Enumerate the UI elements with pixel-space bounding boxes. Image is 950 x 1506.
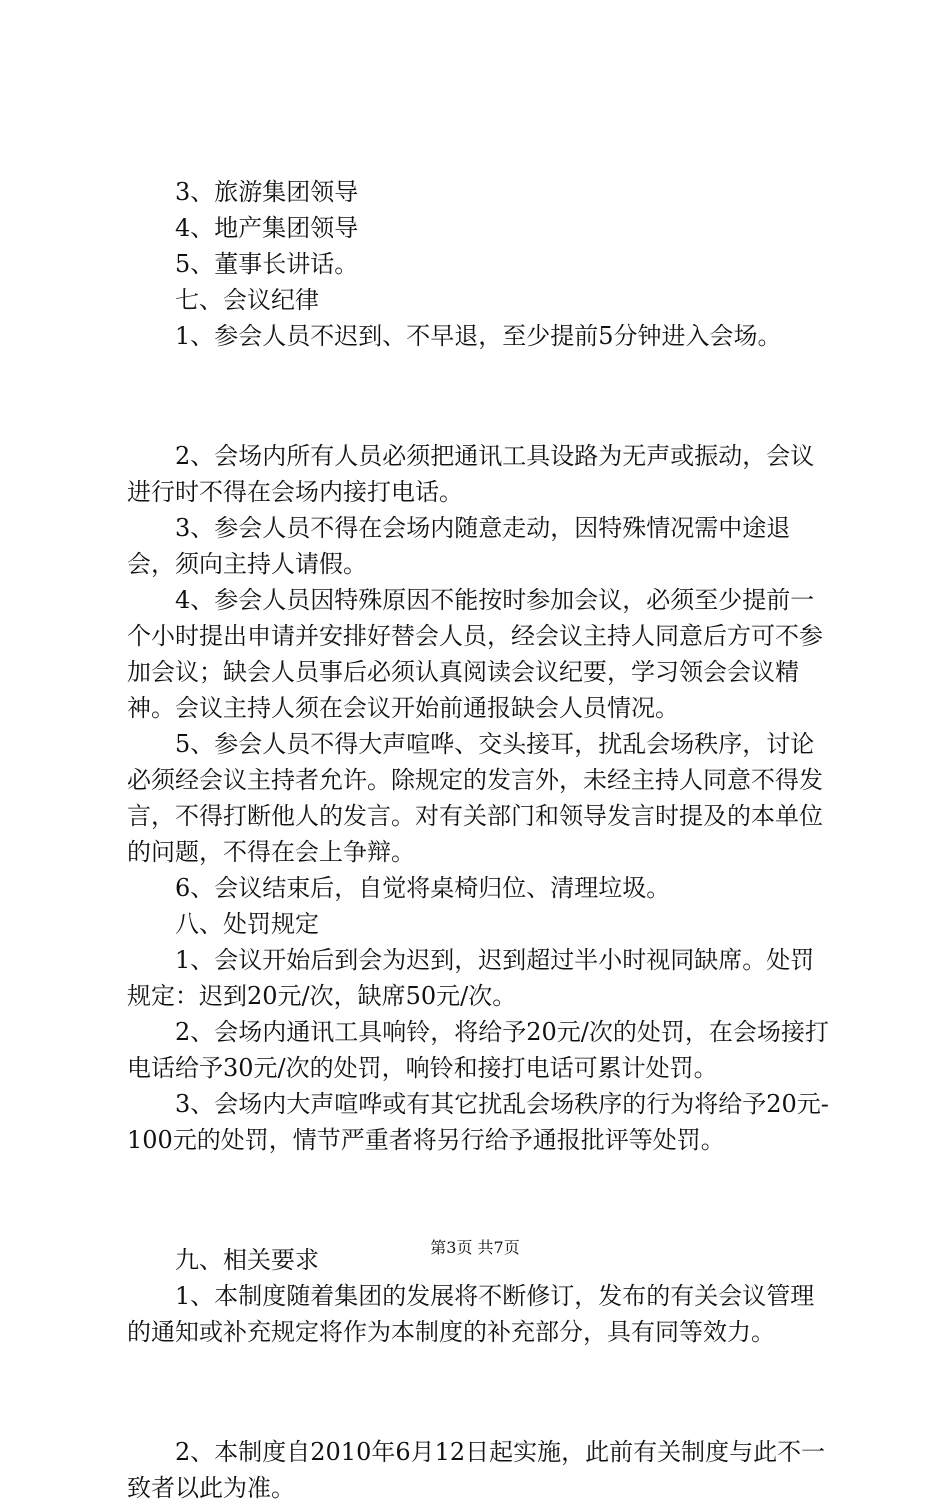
document-body (127, 174, 837, 1506)
paragraph: 2、会场内所有人员必须把通讯工具设路为无声或振动，会议进行时不得在会场内接打电话。 (127, 442, 815, 506)
paragraph: 九、相关要求 (175, 1246, 319, 1274)
paragraph: 4、地产集团领导 (175, 214, 359, 242)
paragraph: 八、处罚规定 (175, 910, 319, 938)
blank-line (127, 1182, 837, 1218)
paragraph: 1、会议开始后到会为迟到，迟到超过半小时视同缺席。处罚规定：迟到20元/次，缺席50元/次。 (127, 946, 815, 1010)
paragraph: 2、本制度自2010年6月12日起实施，此前有关制度与此不一致者以此为准。 (127, 1438, 826, 1502)
paragraph: 4、参会人员因特殊原因不能按时参加会议，必须至少提前一个小时提出申请并安排好替会人员，经会议主持人同意后方可不参加会议；缺会人员事后必须认真阅读会议纪要，学习领会会议精神。会议主持人须在会议开始前通报缺会人员情况。 (127, 586, 823, 722)
paragraph: 1、本制度随着集团的发展将不断修订，发布的有关会议管理的通知或补充规定将作为本制度的补充部分，具有同等效力。 (127, 1282, 815, 1346)
paragraph: 七、会议纪律 (175, 286, 319, 314)
blank-line (127, 378, 837, 414)
paragraph: 6、会议结束后，自觉将桌椅归位、清理垃圾。 (175, 874, 671, 902)
paragraph: 3、旅游集团领导 (175, 178, 359, 206)
paragraph: 1、参会人员不迟到、不早退，至少提前5分钟进入会场。 (175, 322, 782, 350)
paragraph: 2、会场内通讯工具响铃，将给予20元/次的处罚，在会场接打电话给予30元/次的处罚，响铃和接打电话可累计处罚。 (127, 1018, 829, 1082)
paragraph: 5、董事长讲话。 (175, 250, 359, 278)
paragraph: 3、参会人员不得在会场内随意走动，因特殊情况需中途退会，须向主持人请假。 (127, 514, 791, 578)
blank-line (127, 1374, 837, 1410)
paragraph: 3、会场内大声喧哗或有其它扰乱会场秩序的行为将给予20元-100元的处罚，情节严重者将另行给予通报批评等处罚。 (127, 1090, 829, 1154)
paragraph: 5、参会人员不得大声喧哗、交头接耳，扰乱会场秩序，讨论必须经会议主持者允许。除规定的发言外，未经主持人同意不得发言，不得打断他人的发言。对有关部门和领导发言时提及的本单位的问题，不得在会上争辩。 (127, 730, 823, 866)
page-footer: 第3页 共7页 (430, 1238, 520, 1257)
